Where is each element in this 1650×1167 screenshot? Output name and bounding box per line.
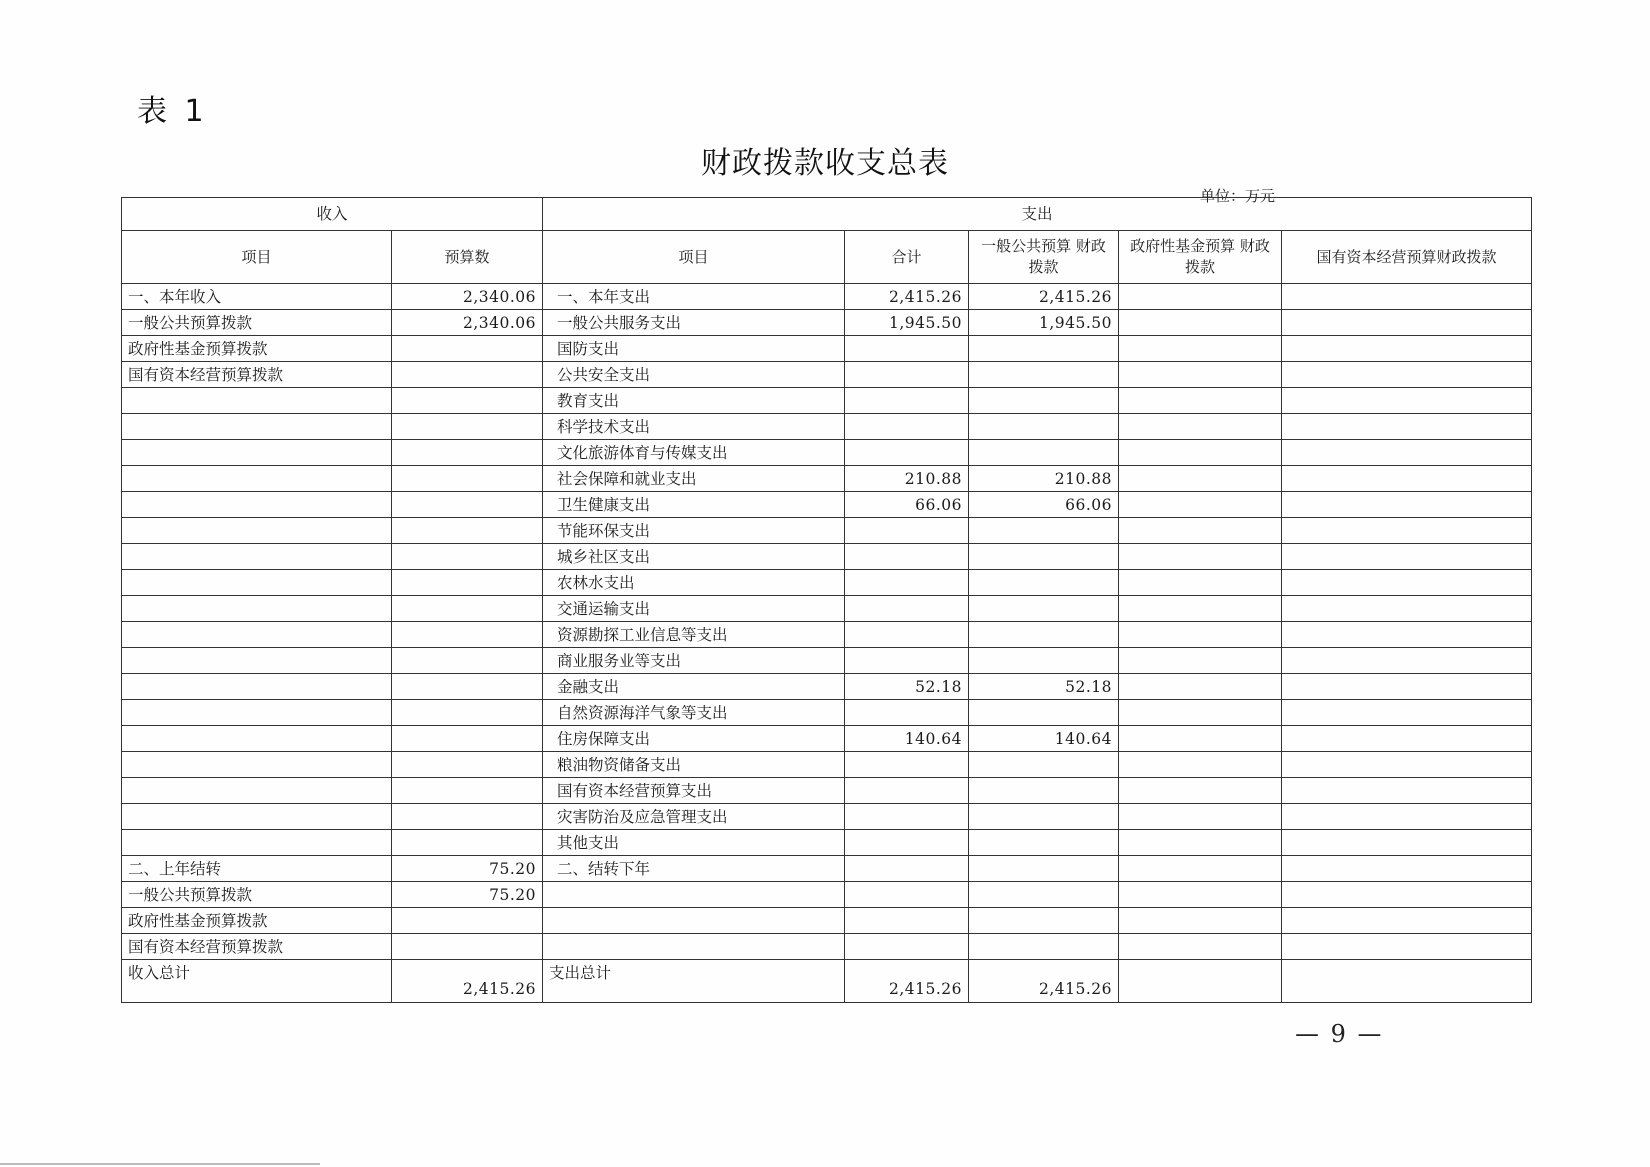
gov-fund-cell [1119,700,1282,726]
state-capital-cell [1282,466,1532,492]
table-row [122,492,1532,518]
expense-total-cell [845,440,969,466]
table-row [122,700,1532,726]
gov-fund-cell [1119,388,1282,414]
income-value-cell [392,778,543,804]
state-capital-header: 国有资本经营预算财政拨款 [1282,231,1532,284]
expense-total-cell: 210.88 [845,466,969,492]
expense-item-cell: 自然资源海洋气象等支出 [543,700,845,726]
expense-item-cell: 一般公共服务支出 [543,310,845,336]
expense-total-cell [845,752,969,778]
table-row [122,648,1532,674]
income-item-cell [122,466,392,492]
general-public-cell [969,830,1119,856]
expense-total-cell [845,544,969,570]
income-value-cell: 75.20 [392,882,543,908]
expense-total-cell [845,388,969,414]
page-number-value: 9 [1330,1020,1348,1048]
income-item-cell: 二、上年结转 [122,856,392,882]
gov-fund-header: 政府性基金预算 财政拨款 [1119,231,1282,284]
gov-fund-cell [1119,726,1282,752]
general-total-value: 2,415.26 [969,960,1119,1003]
income-total-label: 收入总计 [122,960,392,1003]
income-item-cell: 政府性基金预算拨款 [122,908,392,934]
state-capital-cell [1282,544,1532,570]
expense-item-cell: 商业服务业等支出 [543,648,845,674]
income-value-cell [392,414,543,440]
income-item-cell [122,622,392,648]
general-public-cell [969,440,1119,466]
general-public-cell [969,882,1119,908]
expense-total-cell [845,336,969,362]
income-item-cell: 一、本年收入 [122,284,392,310]
expense-total-cell [845,882,969,908]
income-value-cell [392,726,543,752]
table-row [122,726,1532,752]
income-item-cell: 一般公共预算拨款 [122,310,392,336]
table-row [122,518,1532,544]
gov-fund-cell [1119,518,1282,544]
income-item-cell [122,570,392,596]
state-capital-cell [1282,778,1532,804]
income-header: 收入 [122,198,543,231]
expense-item-cell [543,934,845,960]
expense-total-cell: 2,415.26 [845,284,969,310]
expense-item-cell: 住房保障支出 [543,726,845,752]
expense-item-header: 项目 [543,231,845,284]
income-value-cell [392,492,543,518]
general-public-cell: 52.18 [969,674,1119,700]
income-value-cell [392,700,543,726]
gov-fund-cell [1119,934,1282,960]
table-row [122,284,1532,310]
gov-fund-cell [1119,622,1282,648]
income-value-cell [392,518,543,544]
state-capital-cell [1282,908,1532,934]
fiscal-summary-table [121,197,1532,1003]
expense-item-cell: 卫生健康支出 [543,492,845,518]
state-capital-cell [1282,726,1532,752]
gov-fund-cell [1119,466,1282,492]
table-row [122,570,1532,596]
state-capital-cell [1282,804,1532,830]
expense-item-cell: 节能环保支出 [543,518,845,544]
state-capital-cell [1282,492,1532,518]
income-item-cell [122,440,392,466]
general-public-cell: 2,415.26 [969,284,1119,310]
income-value-cell [392,934,543,960]
income-value-cell [392,362,543,388]
table-number-label: 表 1 [137,94,208,129]
gov-fund-cell [1119,544,1282,570]
state-capital-cell [1282,856,1532,882]
table-row [122,674,1532,700]
gov-fund-cell [1119,648,1282,674]
state-capital-cell [1282,622,1532,648]
table-row [122,934,1532,960]
income-item-cell [122,778,392,804]
expense-total-cell: 140.64 [845,726,969,752]
fund-total-value [1119,960,1282,1003]
table-row [122,752,1532,778]
table-row [122,830,1532,856]
state-capital-cell [1282,830,1532,856]
gov-fund-cell [1119,882,1282,908]
gov-fund-cell [1119,440,1282,466]
gov-fund-cell [1119,856,1282,882]
expense-total-cell [845,648,969,674]
income-item-cell: 国有资本经营预算拨款 [122,362,392,388]
general-public-cell: 1,945.50 [969,310,1119,336]
table-row [122,856,1532,882]
state-capital-cell [1282,440,1532,466]
table-row [122,622,1532,648]
income-value-cell [392,908,543,934]
income-item-cell [122,648,392,674]
general-public-cell [969,700,1119,726]
table-row [122,466,1532,492]
income-value-cell [392,752,543,778]
income-value-cell [392,596,543,622]
general-public-cell [969,570,1119,596]
state-capital-cell [1282,570,1532,596]
income-total-value: 2,415.26 [392,960,543,1003]
expense-item-cell: 城乡社区支出 [543,544,845,570]
income-item-cell [122,596,392,622]
expense-total-cell: 66.06 [845,492,969,518]
capital-total-value [1282,960,1532,1003]
income-item-cell [122,752,392,778]
state-capital-cell [1282,700,1532,726]
general-public-cell [969,336,1119,362]
table-row [122,596,1532,622]
income-value-cell [392,570,543,596]
income-value-cell: 75.20 [392,856,543,882]
state-capital-cell [1282,362,1532,388]
income-value-cell: 2,340.06 [392,284,543,310]
expense-total-cell: 1,945.50 [845,310,969,336]
gov-fund-cell [1119,908,1282,934]
table-row [122,362,1532,388]
state-capital-cell [1282,414,1532,440]
expense-item-cell: 灾害防治及应急管理支出 [543,804,845,830]
scan-edge-line [0,1163,320,1165]
expense-item-cell: 一、本年支出 [543,284,845,310]
state-capital-cell [1282,752,1532,778]
state-capital-cell [1282,674,1532,700]
general-public-cell [969,804,1119,830]
expense-total-cell [845,622,969,648]
gov-fund-cell [1119,336,1282,362]
general-public-cell [969,362,1119,388]
gov-fund-cell [1119,596,1282,622]
income-item-cell: 国有资本经营预算拨款 [122,934,392,960]
gov-fund-cell [1119,570,1282,596]
gov-fund-cell [1119,752,1282,778]
expense-item-cell: 交通运输支出 [543,596,845,622]
table-row [122,544,1532,570]
general-public-cell [969,856,1119,882]
general-public-cell [969,934,1119,960]
general-public-cell [969,544,1119,570]
income-value-cell [392,388,543,414]
gov-fund-cell [1119,414,1282,440]
table-row [122,882,1532,908]
expense-total-cell [845,700,969,726]
general-public-cell [969,414,1119,440]
income-value-cell [392,830,543,856]
expense-item-cell: 资源勘探工业信息等支出 [543,622,845,648]
income-item-cell [122,726,392,752]
expense-total-cell [845,570,969,596]
general-public-cell [969,648,1119,674]
table-row [122,414,1532,440]
general-public-cell: 66.06 [969,492,1119,518]
gov-fund-cell [1119,310,1282,336]
expense-item-cell: 粮油物资储备支出 [543,752,845,778]
income-value-cell [392,622,543,648]
unit-label: 单位：万元 [1200,187,1276,205]
income-item-cell [122,414,392,440]
expense-total-cell: 52.18 [845,674,969,700]
income-value-cell [392,466,543,492]
expense-total-cell [845,804,969,830]
income-item-cell: 政府性基金预算拨款 [122,336,392,362]
income-item-cell [122,700,392,726]
general-public-cell [969,596,1119,622]
expense-item-cell: 国有资本经营预算支出 [543,778,845,804]
expense-total-cell [845,856,969,882]
expense-total-cell [845,362,969,388]
table-row [122,336,1532,362]
income-item-cell [122,544,392,570]
state-capital-cell [1282,596,1532,622]
general-public-cell [969,518,1119,544]
income-value-cell [392,336,543,362]
income-item-cell [122,674,392,700]
expense-item-cell [543,882,845,908]
income-item-header: 项目 [122,231,392,284]
state-capital-cell [1282,518,1532,544]
general-public-cell [969,778,1119,804]
gov-fund-cell [1119,492,1282,518]
income-value-cell [392,674,543,700]
gov-fund-cell [1119,804,1282,830]
income-value-cell [392,804,543,830]
gov-fund-cell [1119,284,1282,310]
expense-item-cell: 科学技术支出 [543,414,845,440]
income-item-cell [122,830,392,856]
income-value-cell [392,648,543,674]
gov-fund-cell [1119,674,1282,700]
gov-fund-cell [1119,830,1282,856]
expense-item-cell: 金融支出 [543,674,845,700]
state-capital-cell [1282,284,1532,310]
state-capital-cell [1282,934,1532,960]
general-public-cell: 140.64 [969,726,1119,752]
expense-item-cell: 文化旅游体育与传媒支出 [543,440,845,466]
income-value-cell [392,544,543,570]
state-capital-cell [1282,336,1532,362]
expense-total-cell [845,830,969,856]
gov-fund-cell [1119,778,1282,804]
expense-total-value: 2,415.26 [845,960,969,1003]
income-value-cell [392,440,543,466]
expense-item-cell: 农林水支出 [543,570,845,596]
table-row [122,440,1532,466]
table-row [122,310,1532,336]
expense-item-cell: 国防支出 [543,336,845,362]
state-capital-cell [1282,882,1532,908]
expense-item-cell: 二、结转下年 [543,856,845,882]
gov-fund-cell [1119,362,1282,388]
expense-total-header: 合计 [845,231,969,284]
general-public-cell: 210.88 [969,466,1119,492]
expense-total-cell [845,934,969,960]
state-capital-cell [1282,388,1532,414]
totals-row [122,960,1532,1003]
document-title: 财政拨款收支总表 [701,146,949,181]
income-item-cell: 一般公共预算拨款 [122,882,392,908]
expense-total-cell [845,596,969,622]
income-item-cell [122,492,392,518]
income-item-cell [122,804,392,830]
expense-item-cell: 社会保障和就业支出 [543,466,845,492]
income-budget-header: 预算数 [392,231,543,284]
expense-item-cell: 其他支出 [543,830,845,856]
expense-total-cell [845,414,969,440]
expense-total-cell [845,778,969,804]
expense-item-cell: 教育支出 [543,388,845,414]
page-number: — 9 — [1295,1020,1384,1048]
expense-item-cell [543,908,845,934]
table-row [122,388,1532,414]
expense-total-cell [845,518,969,544]
state-capital-cell [1282,648,1532,674]
table-row [122,778,1532,804]
general-public-header: 一般公共预算 财政拨款 [969,231,1119,284]
general-public-cell [969,752,1119,778]
state-capital-cell [1282,310,1532,336]
income-value-cell: 2,340.06 [392,310,543,336]
table-row [122,804,1532,830]
expense-header: 支出 [543,198,1532,231]
expense-item-cell: 公共安全支出 [543,362,845,388]
income-item-cell [122,518,392,544]
general-public-cell [969,388,1119,414]
income-item-cell [122,388,392,414]
expense-total-cell [845,908,969,934]
table-body [122,284,1532,960]
general-public-cell [969,622,1119,648]
general-public-cell [969,908,1119,934]
expense-total-label: 支出总计 [543,960,845,1003]
table-row [122,908,1532,934]
